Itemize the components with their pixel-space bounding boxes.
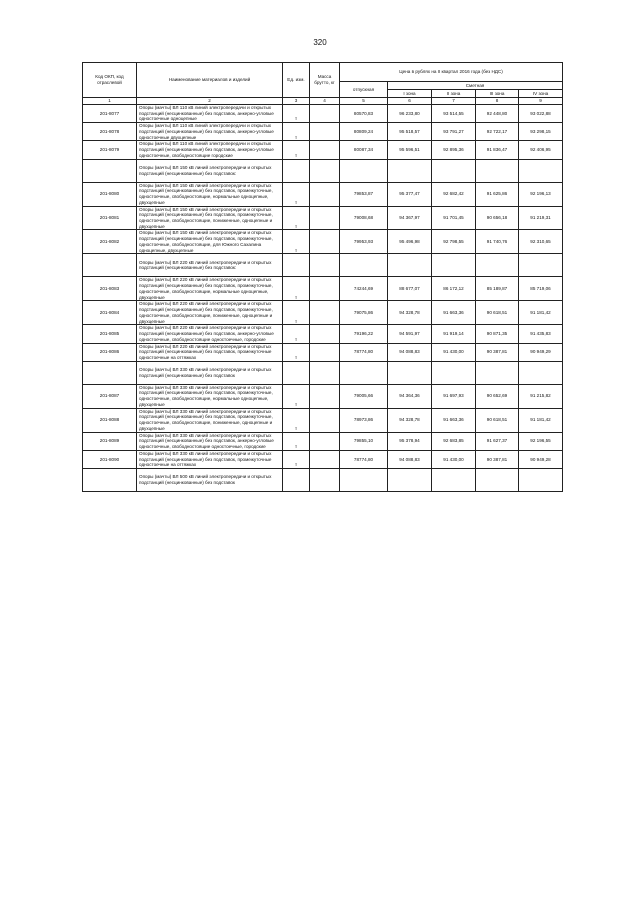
table-row bbox=[83, 343, 563, 361]
wholesale-price-cell: 79196,22 bbox=[340, 325, 388, 343]
empty-cell bbox=[310, 159, 340, 182]
column-number-row bbox=[83, 98, 563, 105]
column-number: 6 bbox=[388, 98, 432, 105]
wholesale-price-cell: 79953,93 bbox=[340, 230, 388, 254]
zone-3-price-cell: 90 656,18 bbox=[476, 206, 519, 230]
zone-1-price-cell: 95 377,47 bbox=[388, 182, 432, 206]
name-cell: Опоры (мачты) ВЛ 220 кВ линий электропередачи и открытых подстанций (несцинкованные) без подставок, промежуточные одностоечные на оттяжках bbox=[137, 343, 283, 361]
zone-2-price-cell: 91 430,00 bbox=[432, 450, 476, 468]
mass-cell bbox=[310, 123, 340, 141]
column-number: 2 bbox=[137, 98, 283, 105]
code-cell: 201-8078 bbox=[83, 123, 137, 141]
wholesale-price-cell: 78973,86 bbox=[340, 408, 388, 432]
mass-cell bbox=[310, 182, 340, 206]
name-cell: Опоры (мачты) ВЛ 220 кВ линий электропередачи и открытых подстанций (несцинкованные) без подставок, промежуточные, одностоечные, свободностоящие, пониженные, одноцепные и двухцепные bbox=[137, 301, 283, 325]
unit-cell: т bbox=[283, 105, 310, 123]
zone-2-price-cell: 91 697,93 bbox=[432, 384, 476, 408]
empty-cell bbox=[340, 254, 388, 277]
zone-2-price-cell: 92 682,42 bbox=[432, 182, 476, 206]
unit-cell: т bbox=[283, 141, 310, 159]
unit-cell: т bbox=[283, 343, 310, 361]
table-row bbox=[83, 408, 563, 432]
zone-4-price-cell: 91 215,82 bbox=[519, 384, 563, 408]
table-row bbox=[83, 450, 563, 468]
mass-cell bbox=[310, 206, 340, 230]
mass-cell bbox=[310, 230, 340, 254]
empty-cell bbox=[519, 361, 563, 384]
zone-4-price-cell: 92 310,65 bbox=[519, 230, 563, 254]
name-cell: Опоры (мачты) ВЛ 220 кВ линий электропередачи и открытых подстанций (несцинкованные) без подставок, промежуточные, одностоечные, свободностоящие, нормальные одноцепные, двухцепные bbox=[137, 277, 283, 301]
column-number: 4 bbox=[310, 98, 340, 105]
empty-cell bbox=[310, 361, 340, 384]
group-heading-row bbox=[83, 159, 563, 182]
price-table bbox=[82, 62, 563, 492]
header-wholesale: отпускная bbox=[340, 82, 388, 98]
header-code: Код ОКП, код отраслевой bbox=[83, 63, 137, 98]
empty-cell bbox=[340, 361, 388, 384]
empty-cell bbox=[388, 468, 432, 491]
table-row bbox=[83, 277, 563, 301]
header-zone-4: IV зона bbox=[519, 90, 563, 98]
table-row bbox=[83, 123, 563, 141]
zone-1-price-cell: 94 367,97 bbox=[388, 206, 432, 230]
wholesale-price-cell: 80809,24 bbox=[340, 123, 388, 141]
wholesale-price-cell: 79005,66 bbox=[340, 384, 388, 408]
zone-3-price-cell: 90 387,81 bbox=[476, 450, 519, 468]
wholesale-price-cell: 79075,86 bbox=[340, 301, 388, 325]
column-number: 5 bbox=[340, 98, 388, 105]
header-zone-1: I зона bbox=[388, 90, 432, 98]
empty-cell bbox=[519, 468, 563, 491]
zone-2-price-cell: 91 919,14 bbox=[432, 325, 476, 343]
column-number: 9 bbox=[519, 98, 563, 105]
empty-cell bbox=[388, 254, 432, 277]
mass-cell bbox=[310, 384, 340, 408]
header-price-group: Цена в рублях на II квартал 2016 года (без НДС) bbox=[340, 63, 563, 82]
name-cell: Опоры (мачты) ВЛ 110 кВ линий электропередачи и открытых подстанций (несцинкованные) без подставок, анкерно-угловые одностоечные одноцепные bbox=[137, 105, 283, 123]
empty-cell bbox=[283, 468, 310, 491]
name-cell: Опоры (мачты) ВЛ 110 кВ линий электропередачи и открытых подстанций (несцинкованные) без подставок, анкерно-угловые одностоечные двухцепные bbox=[137, 123, 283, 141]
code-cell: 201-8085 bbox=[83, 325, 137, 343]
zone-4-price-cell: 92 196,13 bbox=[519, 182, 563, 206]
wholesale-price-cell: 78774,80 bbox=[340, 450, 388, 468]
empty-cell bbox=[283, 361, 310, 384]
code-cell: 201-8083 bbox=[83, 277, 137, 301]
group-name-cell: Опоры (мачты) ВЛ 500 кВ линий электропередачи и открытых подстанций (несцинкованные) без подставок bbox=[137, 468, 283, 491]
name-cell: Опоры (мачты) ВЛ 330 кВ линий электропередачи и открытых подстанций (несцинкованные) без подставок, промежуточные одностоечные на оттяжках bbox=[137, 450, 283, 468]
code-cell: 201-8089 bbox=[83, 432, 137, 450]
zone-3-price-cell: 91 627,37 bbox=[476, 432, 519, 450]
code-cell bbox=[83, 159, 137, 182]
code-cell: 201-8088 bbox=[83, 408, 137, 432]
empty-cell bbox=[476, 254, 519, 277]
empty-cell bbox=[388, 361, 432, 384]
zone-4-price-cell: 93 298,15 bbox=[519, 123, 563, 141]
zone-1-price-cell: 94 088,83 bbox=[388, 450, 432, 468]
zone-3-price-cell: 90 652,69 bbox=[476, 384, 519, 408]
unit-cell: т bbox=[283, 384, 310, 408]
zone-2-price-cell: 93 514,55 bbox=[432, 105, 476, 123]
wholesale-price-cell: 79855,10 bbox=[340, 432, 388, 450]
name-cell: Опоры (мачты) ВЛ 330 кВ линий электропередачи и открытых подстанций (несцинкованные) без подставок, промежуточные, одностоечные, свободностоящие, пониженные, одноцепные и двухцепные bbox=[137, 408, 283, 432]
table-header bbox=[83, 63, 563, 105]
zone-1-price-cell: 95 518,57 bbox=[388, 123, 432, 141]
name-cell: Опоры (мачты) ВЛ 110 кВ линий электропередачи и открытых подстанций (несцинкованные) без подставок, анкерно-угловые одностоечные, свободностоящие городские bbox=[137, 141, 283, 159]
name-cell: Опоры (мачты) ВЛ 330 кВ линий электропередачи и открытых подстанций (несцинкованные) без подставок, промежуточные, одностоечные, свободностоящие, нормальные одноцепные, двухцепные bbox=[137, 384, 283, 408]
unit-cell: т bbox=[283, 432, 310, 450]
header-name: Наименование материалов и изделий bbox=[137, 63, 283, 98]
unit-cell: т bbox=[283, 301, 310, 325]
code-cell: 201-8084 bbox=[83, 301, 137, 325]
mass-cell bbox=[310, 343, 340, 361]
code-cell: 201-8077 bbox=[83, 105, 137, 123]
code-cell: 201-8090 bbox=[83, 450, 137, 468]
zone-3-price-cell: 91 836,47 bbox=[476, 141, 519, 159]
mass-cell bbox=[310, 141, 340, 159]
empty-cell bbox=[432, 254, 476, 277]
zone-4-price-cell: 90 949,28 bbox=[519, 450, 563, 468]
table-row bbox=[83, 301, 563, 325]
zone-4-price-cell: 93 022,88 bbox=[519, 105, 563, 123]
table-row bbox=[83, 141, 563, 159]
table-row bbox=[83, 432, 563, 450]
wholesale-price-cell: 78774,80 bbox=[340, 343, 388, 361]
zone-1-price-cell: 88 677,07 bbox=[388, 277, 432, 301]
empty-cell bbox=[340, 468, 388, 491]
table-row bbox=[83, 105, 563, 123]
zone-3-price-cell: 85 189,87 bbox=[476, 277, 519, 301]
column-number: 1 bbox=[83, 98, 137, 105]
zone-1-price-cell: 94 364,36 bbox=[388, 384, 432, 408]
zone-2-price-cell: 92 683,85 bbox=[432, 432, 476, 450]
header-unit: Ед. изм. bbox=[283, 63, 310, 98]
mass-cell bbox=[310, 105, 340, 123]
mass-cell bbox=[310, 408, 340, 432]
table-row bbox=[83, 384, 563, 408]
zone-4-price-cell: 85 719,06 bbox=[519, 277, 563, 301]
zone-3-price-cell: 90 387,81 bbox=[476, 343, 519, 361]
unit-cell: т bbox=[283, 277, 310, 301]
empty-cell bbox=[519, 159, 563, 182]
zone-3-price-cell: 90 618,51 bbox=[476, 408, 519, 432]
wholesale-price-cell: 80087,34 bbox=[340, 141, 388, 159]
empty-cell bbox=[476, 159, 519, 182]
zone-1-price-cell: 95 596,51 bbox=[388, 141, 432, 159]
header-zone-2: II зона bbox=[432, 90, 476, 98]
zone-1-price-cell: 94 088,83 bbox=[388, 343, 432, 361]
zone-4-price-cell: 90 949,29 bbox=[519, 343, 563, 361]
zone-4-price-cell: 91 435,83 bbox=[519, 325, 563, 343]
unit-cell: т bbox=[283, 230, 310, 254]
group-name-cell: Опоры (мачты) ВЛ 330 кВ линий электропередачи и открытых подстанций (несцинкованные) без подставок bbox=[137, 361, 283, 384]
zone-4-price-cell: 92 196,55 bbox=[519, 432, 563, 450]
zone-1-price-cell: 95 496,98 bbox=[388, 230, 432, 254]
code-cell bbox=[83, 468, 137, 491]
empty-cell bbox=[432, 159, 476, 182]
zone-2-price-cell: 92 895,36 bbox=[432, 141, 476, 159]
mass-cell bbox=[310, 450, 340, 468]
wholesale-price-cell: 80570,83 bbox=[340, 105, 388, 123]
zone-2-price-cell: 91 663,36 bbox=[432, 408, 476, 432]
wholesale-price-cell: 74244,69 bbox=[340, 277, 388, 301]
code-cell: 201-8081 bbox=[83, 206, 137, 230]
group-heading-row bbox=[83, 254, 563, 277]
group-name-cell: Опоры (мачты) ВЛ 150 кВ линий электропередачи и открытых подстанций (несцинкованные) без подставок: bbox=[137, 159, 283, 182]
zone-2-price-cell: 91 701,45 bbox=[432, 206, 476, 230]
group-heading-row bbox=[83, 468, 563, 491]
table-body bbox=[83, 105, 563, 492]
empty-cell bbox=[283, 159, 310, 182]
unit-cell: т bbox=[283, 206, 310, 230]
empty-cell bbox=[476, 361, 519, 384]
empty-cell bbox=[310, 254, 340, 277]
empty-cell bbox=[283, 254, 310, 277]
zone-2-price-cell: 91 430,00 bbox=[432, 343, 476, 361]
zone-4-price-cell: 92 406,95 bbox=[519, 141, 563, 159]
code-cell bbox=[83, 361, 137, 384]
code-cell: 201-8079 bbox=[83, 141, 137, 159]
mass-cell bbox=[310, 432, 340, 450]
header-zone-3: III зона bbox=[476, 90, 519, 98]
zone-1-price-cell: 96 233,80 bbox=[388, 105, 432, 123]
zone-1-price-cell: 94 328,78 bbox=[388, 301, 432, 325]
group-name-cell: Опоры (мачты) ВЛ 220 кВ линий электропередачи и открытых подстанций (несцинкованные) без подставок: bbox=[137, 254, 283, 277]
mass-cell bbox=[310, 325, 340, 343]
code-cell: 201-8080 bbox=[83, 182, 137, 206]
zone-2-price-cell: 91 663,36 bbox=[432, 301, 476, 325]
zone-2-price-cell: 86 172,12 bbox=[432, 277, 476, 301]
unit-cell: т bbox=[283, 123, 310, 141]
zone-3-price-cell: 91 625,86 bbox=[476, 182, 519, 206]
unit-cell: т bbox=[283, 182, 310, 206]
zone-3-price-cell: 92 448,80 bbox=[476, 105, 519, 123]
empty-cell bbox=[310, 468, 340, 491]
page-number: 320 bbox=[313, 38, 327, 47]
mass-cell bbox=[310, 301, 340, 325]
zone-1-price-cell: 94 591,97 bbox=[388, 325, 432, 343]
table-row bbox=[83, 230, 563, 254]
empty-cell bbox=[340, 159, 388, 182]
zone-4-price-cell: 91 181,42 bbox=[519, 301, 563, 325]
zone-4-price-cell: 91 219,31 bbox=[519, 206, 563, 230]
zone-4-price-cell: 91 181,42 bbox=[519, 408, 563, 432]
empty-cell bbox=[432, 361, 476, 384]
name-cell: Опоры (мачты) ВЛ 150 кВ линий электропередачи и открытых подстанций (несцинкованные) без подставок, промежуточные, одностоечные, свободностоящие, для Южного Сахалина одноцепные, двухцепные bbox=[137, 230, 283, 254]
unit-cell: т bbox=[283, 325, 310, 343]
name-cell: Опоры (мачты) ВЛ 150 кВ линий электропередачи и открытых подстанций (несцинкованные) без подставок, промежуточные, одностоечные, свободностоящие, пониженные, одноцепные и двухцепные bbox=[137, 206, 283, 230]
header-mass: Масса брутто, кг bbox=[310, 63, 340, 98]
name-cell: Опоры (мачты) ВЛ 220 кВ линий электропередачи и открытых подстанций (несцинкованные) без подставок, анкерно-угловые одностоечные, свободностоящие одностоечные, городские bbox=[137, 325, 283, 343]
name-cell: Опоры (мачты) ВЛ 330 кВ линий электропередачи и открытых подстанций (несцинкованные) без подставок, анкерно-угловые одностоечные, свободностоящие одностоечные, городские bbox=[137, 432, 283, 450]
unit-cell: т bbox=[283, 450, 310, 468]
wholesale-price-cell: 79008,68 bbox=[340, 206, 388, 230]
code-cell bbox=[83, 254, 137, 277]
zone-3-price-cell: 90 871,35 bbox=[476, 325, 519, 343]
code-cell: 201-8082 bbox=[83, 230, 137, 254]
code-cell: 201-8087 bbox=[83, 384, 137, 408]
empty-cell bbox=[432, 468, 476, 491]
zone-1-price-cell: 94 328,78 bbox=[388, 408, 432, 432]
zone-3-price-cell: 92 722,17 bbox=[476, 123, 519, 141]
wholesale-price-cell: 79853,87 bbox=[340, 182, 388, 206]
column-number: 7 bbox=[432, 98, 476, 105]
group-heading-row bbox=[83, 361, 563, 384]
zone-3-price-cell: 90 618,51 bbox=[476, 301, 519, 325]
column-number: 8 bbox=[476, 98, 519, 105]
zone-3-price-cell: 91 740,76 bbox=[476, 230, 519, 254]
zone-1-price-cell: 95 378,94 bbox=[388, 432, 432, 450]
code-cell: 201-8086 bbox=[83, 343, 137, 361]
name-cell: Опоры (мачты) ВЛ 150 кВ линий электропередачи и открытых подстанций (несцинкованные) без подставок, промежуточные, одностоечные, свободностоящие, нормальные одноцепные, двухцепные bbox=[137, 182, 283, 206]
unit-cell: т bbox=[283, 408, 310, 432]
table-row bbox=[83, 206, 563, 230]
table-row bbox=[83, 182, 563, 206]
empty-cell bbox=[476, 468, 519, 491]
zone-2-price-cell: 92 798,55 bbox=[432, 230, 476, 254]
empty-cell bbox=[388, 159, 432, 182]
empty-cell bbox=[519, 254, 563, 277]
mass-cell bbox=[310, 277, 340, 301]
zone-2-price-cell: 93 791,27 bbox=[432, 123, 476, 141]
column-number: 3 bbox=[283, 98, 310, 105]
header-estimate: Сметная bbox=[388, 82, 563, 90]
table-row bbox=[83, 325, 563, 343]
